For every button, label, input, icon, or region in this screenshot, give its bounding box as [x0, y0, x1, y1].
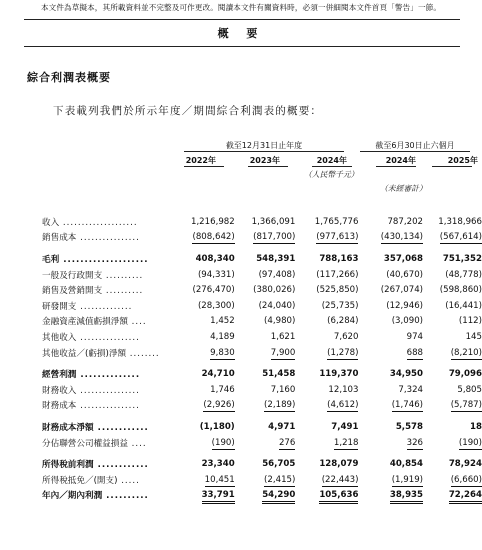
leader-dots: .......... [102, 286, 144, 297]
cell-value: 7,900 [270, 347, 296, 358]
year-rule-2024-h1 [376, 166, 416, 167]
section-title: 概 要 [217, 27, 265, 40]
table-row [42, 282, 482, 298]
leader-dots: .............. [76, 370, 141, 381]
cell-value: (1,180) [199, 421, 235, 432]
table-row [42, 366, 482, 382]
year-header-2022: 2022年 [185, 156, 216, 165]
leader-dots: .................... [59, 254, 149, 265]
row-label: 經營利潤 [42, 370, 77, 381]
table-row [42, 230, 482, 246]
table-row [42, 456, 482, 472]
leader-dots: ................ [76, 233, 140, 244]
cell-value: (808,642) [192, 232, 235, 243]
leader-dots: .......... [102, 491, 149, 502]
cell-value: (598,860) [439, 285, 482, 296]
cell-value: (1,278) [327, 347, 359, 358]
cell-value: (4,980) [264, 316, 296, 327]
cell-value: (267,074) [380, 285, 424, 296]
cell-value: 38,935 [390, 490, 423, 504]
cell-value: 408,340 [195, 253, 235, 264]
cell-value: (1,919) [391, 474, 424, 485]
header-rule-top [24, 19, 460, 20]
row-label: 銷售成本 [42, 233, 77, 244]
row-label: 所得稅抵免／(開支) [42, 475, 118, 486]
cell-value: 1,765,776 [314, 216, 359, 227]
cell-value: (567,614) [439, 232, 482, 243]
currency-note: （人民幣千元） [304, 170, 359, 179]
row-label: 年內／期內利潤 [42, 491, 103, 502]
cell-value: (2,926) [203, 400, 235, 411]
table-row [42, 345, 482, 361]
cell-value: 33,791 [202, 490, 235, 504]
cell-value: 105,636 [319, 490, 358, 504]
cell-value: 40,854 [389, 459, 424, 470]
cell-value: 23,340 [201, 459, 235, 470]
year-rule-2025-h1 [432, 166, 472, 167]
cell-value: 72,264 [449, 490, 482, 504]
cell-value: 79,096 [448, 369, 482, 380]
cell-value: 9,830 [210, 347, 235, 358]
row-label: 銷售及營銷開支 [42, 286, 103, 297]
cell-value: (190) [211, 437, 235, 448]
cell-value: 10,451 [204, 474, 235, 485]
cell-value: (6,660) [450, 474, 482, 485]
row-label: 一般及行政開支 [42, 270, 103, 281]
cell-value: (94,331) [197, 269, 235, 280]
cell-value: 24,710 [201, 369, 235, 380]
cell-value: (25,735) [321, 300, 359, 311]
cell-value: (2,415) [264, 474, 296, 485]
cell-value: (525,850) [316, 285, 359, 296]
cell-value: 7,620 [333, 331, 359, 342]
cell-value: 751,352 [442, 253, 482, 264]
leader-dots: ............ [93, 460, 149, 471]
cell-value: 18 [470, 421, 482, 432]
subheading: 綜合利潤表概要 [27, 71, 111, 84]
table-row [42, 472, 482, 488]
cell-value: (22,443) [321, 474, 359, 485]
table-row [42, 251, 482, 267]
row-label: 所得稅前利潤 [42, 460, 94, 471]
leader-dots: .......... [102, 270, 144, 281]
year-rule-2023 [248, 166, 288, 167]
cell-value: 5,578 [395, 421, 424, 432]
cell-value: (276,470) [192, 285, 235, 296]
unaudited-note: （未經審計） [380, 184, 427, 193]
year-rule-2024 [312, 166, 352, 167]
cell-value: 7,324 [398, 384, 424, 395]
income-statement-table [42, 214, 482, 503]
table-row [42, 214, 482, 230]
cell-value: 1,452 [210, 316, 235, 327]
leader-dots: .... [127, 317, 147, 328]
cell-value: 1,366,091 [251, 216, 296, 227]
cell-value: (6,284) [327, 316, 359, 327]
cell-value: 128,079 [319, 459, 359, 470]
cell-value: 12,103 [328, 384, 359, 395]
table-row [42, 419, 482, 435]
leader-dots: ................ [76, 385, 140, 396]
cell-value: (16,441) [445, 300, 482, 311]
cell-value: (2,189) [264, 400, 296, 411]
group-rule-year [184, 151, 344, 152]
table-row [42, 314, 482, 330]
row-label: 分佔聯營公司權益損益 [42, 438, 128, 449]
year-header-2024: 2024年 [316, 156, 347, 165]
cell-value: 5,805 [457, 384, 482, 395]
cell-value: (112) [458, 316, 482, 327]
row-label: 財務成本 [42, 401, 77, 412]
table-row [42, 267, 482, 283]
row-label: 其他收益／(虧損)淨額 [42, 348, 127, 359]
cell-value: 974 [406, 331, 424, 342]
leader-dots: ............ [93, 422, 149, 433]
row-label: 金融資產減值虧損淨額 [42, 317, 128, 328]
cell-value: (48,778) [445, 269, 482, 280]
table-row [42, 488, 482, 504]
group-rule-period [360, 151, 470, 152]
group-header-year: 截至12月31日止年度 [225, 141, 303, 150]
cell-value: 688 [406, 347, 424, 358]
cell-value: 4,971 [268, 421, 296, 432]
cell-value: 357,068 [383, 253, 424, 264]
cell-value: 326 [406, 437, 424, 448]
row-label: 其他收入 [42, 332, 77, 343]
row-label: 毛利 [42, 254, 60, 265]
cell-value: 7,491 [331, 421, 359, 432]
table-row [42, 329, 482, 345]
cell-value: 788,163 [319, 253, 359, 264]
cell-value: 276 [278, 437, 296, 448]
cell-value: (24,040) [258, 300, 296, 311]
cell-value: 145 [465, 331, 482, 342]
leader-dots: ................ [76, 332, 140, 343]
cell-value: 1,621 [270, 331, 296, 342]
cell-value: 54,290 [262, 490, 295, 504]
cell-value: (4,612) [327, 400, 359, 411]
table-row [42, 382, 482, 398]
cell-value: 1,216,982 [190, 216, 235, 227]
year-rule-2022 [184, 166, 224, 167]
cell-value: 51,458 [262, 369, 296, 380]
leader-dots: .... [127, 438, 147, 449]
year-header-2025-h1: 2025年 [447, 156, 478, 165]
cell-value: (28,300) [197, 300, 235, 311]
draft-disclaimer: 本文件為草擬本，其所載資料並不完整及可作更改。閱讀本文件有關資料時，必須一併細閱本文件首頁「警告」一節。 [40, 3, 442, 12]
cell-value: (12,946) [386, 300, 424, 311]
table-row [42, 398, 482, 414]
cell-value: (1,746) [391, 400, 424, 411]
cell-value: 4,189 [210, 331, 235, 342]
header-rule-bottom [24, 46, 460, 47]
year-header-2023: 2023年 [249, 156, 280, 165]
cell-value: (40,670) [386, 269, 424, 280]
cell-value: 787,202 [387, 216, 424, 227]
cell-value: (97,408) [258, 269, 296, 280]
row-label: 收入 [42, 217, 60, 228]
cell-value: 1,318,966 [438, 216, 482, 227]
leader-dots: ........ [126, 348, 160, 359]
cell-value: (8,210) [450, 347, 482, 358]
cell-value: (5,787) [450, 400, 482, 411]
cell-value: 1,218 [333, 437, 359, 448]
row-label: 財務成本淨額 [42, 422, 94, 433]
cell-value: 119,370 [319, 369, 359, 380]
cell-value: (190) [458, 437, 482, 448]
cell-value: 1,746 [210, 384, 235, 395]
cell-value: (380,026) [253, 285, 296, 296]
row-label: 財務收入 [42, 385, 77, 396]
cell-value: 78,924 [448, 459, 482, 470]
table-row [42, 435, 482, 451]
table-row [42, 298, 482, 314]
cell-value: (977,613) [316, 232, 359, 243]
cell-value: 34,950 [389, 369, 424, 380]
intro-paragraph: 下表載列我們於所示年度／期間綜合利潤表的概要： [53, 105, 323, 117]
cell-value: (3,090) [391, 316, 424, 327]
leader-dots: .................... [59, 217, 138, 228]
cell-value: (430,134) [380, 232, 424, 243]
leader-dots: ................ [76, 401, 140, 412]
group-header-period: 截至6月30日止六個月 [375, 141, 455, 150]
cell-value: (817,700) [253, 232, 296, 243]
row-label: 研發開支 [42, 301, 77, 312]
cell-value: (117,266) [316, 269, 359, 280]
cell-value: 548,391 [256, 253, 296, 264]
leader-dots: ..... [117, 475, 140, 486]
cell-value: 56,705 [262, 459, 296, 470]
leader-dots: .............. [76, 301, 133, 312]
cell-value: 7,160 [270, 384, 296, 395]
year-header-2024-h1: 2024年 [385, 156, 416, 165]
